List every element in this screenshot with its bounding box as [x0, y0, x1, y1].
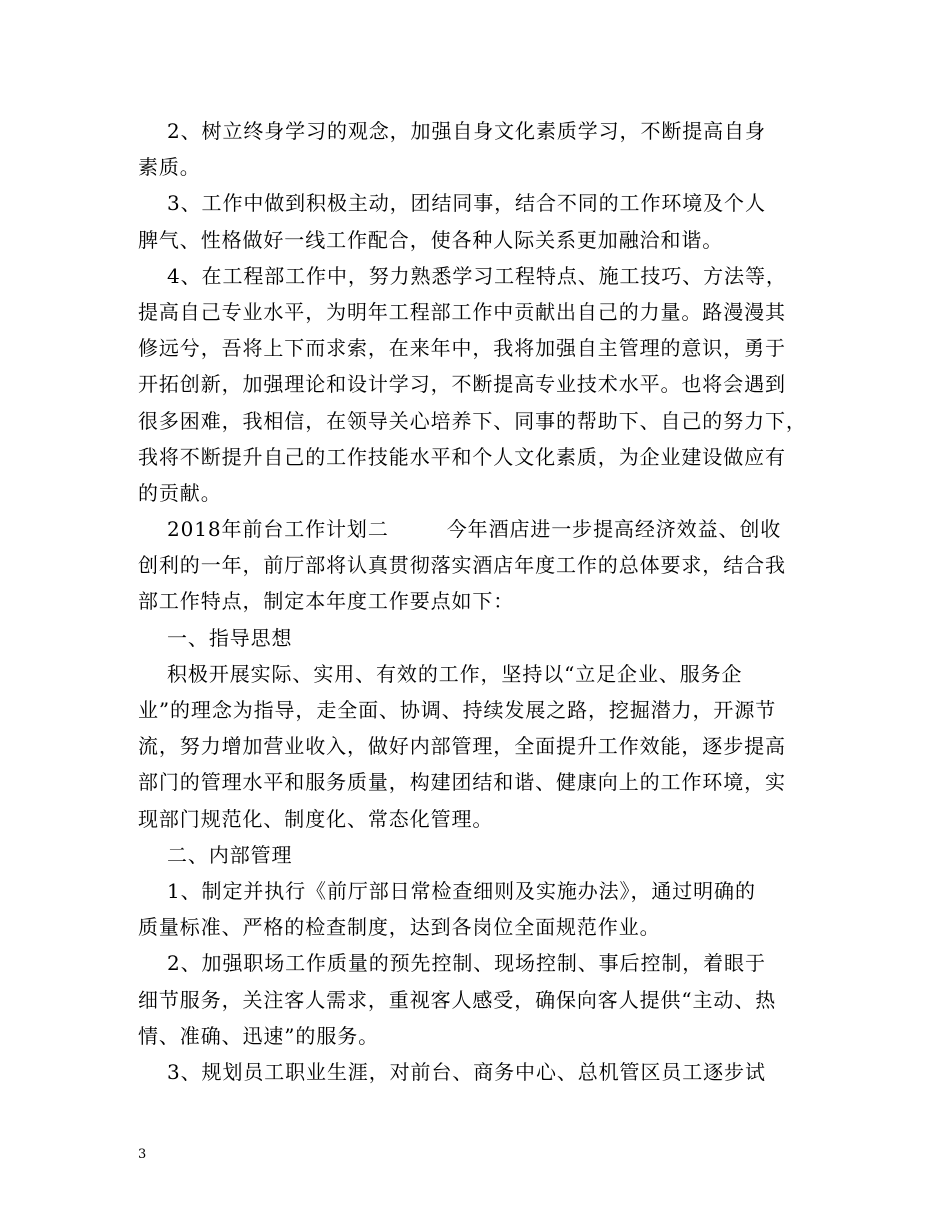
text-line: 2018年前台工作计划二 今年酒店进一步提高经济效益、创收 — [138, 517, 782, 542]
section-heading: 一、指导思想 — [138, 625, 293, 650]
text-line: 流，努力增加营业收入，做好内部管理，全面提升工作效能，逐步提高 — [138, 734, 786, 759]
text-line: 3、规划员工职业生涯，对前台、商务中心、总机管区员工逐步试 — [138, 1059, 766, 1084]
text-line: 开拓创新，加强理论和设计学习，不断提高专业技术水平。也将会遇到 — [138, 372, 786, 397]
text-line: 修远兮，吾将上下而求索，在来年中，我将加强自主管理的意识，勇于 — [138, 336, 786, 361]
text-line: 2、加强职场工作质量的预先控制、现场控制、事后控制，着眼于 — [138, 951, 766, 976]
text-line: 创利的一年，前厅部将认真贯彻落实酒店年度工作的总体要求，结合我 — [138, 553, 786, 578]
text-line: 积极开展实际、实用、有效的工作，坚持以“立足企业、服务企 — [138, 661, 743, 686]
text-line: 部工作特点，制定本年度工作要点如下： — [138, 589, 515, 614]
body-text — [138, 113, 816, 1090]
text-line: 细节服务，关注客人需求，重视客人感受，确保向客人提供“主动、热 — [138, 987, 777, 1012]
text-line: 的贡献。 — [138, 480, 222, 505]
text-line: 脾气、性格做好一线工作配合，使各种人际关系更加融洽和谐。 — [138, 227, 724, 252]
text-line: 2、树立终身学习的观念，加强自身文化素质学习，不断提高自身 — [138, 119, 766, 143]
text-line: 现部门规范化、制度化、常态化管理。 — [138, 806, 494, 831]
text-line: 业”的理念为指导，走全面、协调、持续发展之路，挖掘潜力，开源节 — [138, 698, 777, 722]
text-line: 我将不断提升自己的工作技能水平和个人文化素质，为企业建设做应有 — [138, 444, 786, 469]
text-line: 质量标准、严格的检查制度，达到各岗位全面规范作业。 — [138, 915, 661, 940]
text-line: 部门的管理水平和服务质量，构建团结和谐、健康向上的工作环境，实 — [138, 770, 786, 795]
text-line: 1、制定并执行《前厅部日常检查细则及实施办法》，通过明确的 — [138, 878, 756, 903]
text-line: 情、准确、迅速”的服务。 — [138, 1023, 380, 1048]
section-heading: 二、内部管理 — [138, 842, 293, 867]
text-line: 很多困难，我相信，在领导关心培养下、同事的帮助下、自己的努力下， — [138, 408, 807, 433]
page-number: 3 — [138, 1147, 147, 1162]
text-line: 3、工作中做到积极主动，团结同事，结合不同的工作环境及个人 — [138, 191, 766, 216]
text-line: 提高自己专业水平，为明年工程部工作中贡献出自己的力量。路漫漫其 — [138, 299, 786, 324]
text-line: 素质。 — [138, 155, 201, 180]
text-line: 4、在工程部工作中，努力熟悉学习工程特点、施工技巧、方法等， — [138, 263, 787, 288]
